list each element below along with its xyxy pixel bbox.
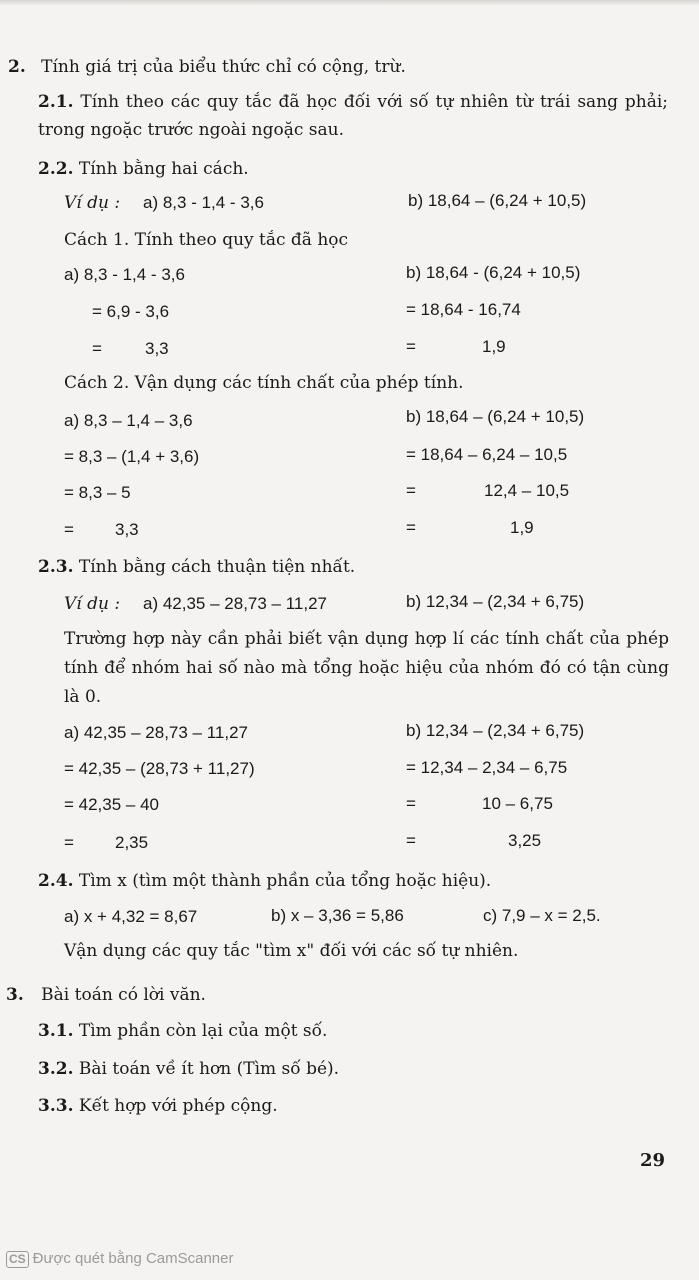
section-title: Tính giá trị của biểu thức chỉ có cộng, trừ. <box>41 57 406 77</box>
example-b: b) 18,64 – (6,24 + 10,5) <box>408 191 587 210</box>
example-2-a: a) 42,35 – 28,73 – 11,27 <box>143 594 328 613</box>
case-a-line-1: a) 42,35 – 28,73 – 11,27 <box>64 723 249 742</box>
subsection-number: 3.2. <box>38 1059 74 1079</box>
method-2-b-eq-2: = <box>406 518 416 537</box>
example-a: a) 8,3 - 1,4 - 3,6 <box>143 193 264 212</box>
example-2-b: b) 12,34 – (2,34 + 6,75) <box>406 592 585 611</box>
method-1-a-line-2: = 6,9 - 3,6 <box>92 302 170 321</box>
example-2-label: Ví dụ : <box>64 594 121 614</box>
page-top-edge <box>0 0 699 6</box>
case-b-line-3: 10 – 6,75 <box>482 794 553 813</box>
method-2-title: Cách 2. Vận dụng các tính chất của phép tính. <box>64 373 464 393</box>
section-number: 3. <box>6 985 24 1005</box>
subsection-title: Tính bằng cách thuận tiện nhất. <box>78 557 356 577</box>
method-1-a-eq: = <box>92 339 102 358</box>
page-number: 29 <box>640 1150 666 1171</box>
subsection-number: 3.1. <box>38 1021 74 1041</box>
method-2-b-line-2: = 18,64 – 6,24 – 10,5 <box>406 445 568 464</box>
subsection-title: Bài toán về ít hơn (Tìm số bé). <box>78 1059 340 1079</box>
example-label: Ví dụ : <box>64 193 121 213</box>
method-2-b-line-3: 12,4 – 10,5 <box>484 481 570 500</box>
method-1-b-line-2: = 18,64 - 16,74 <box>406 300 521 319</box>
subsection-text: Tính theo các quy tắc đã học đối với số tự nhiên từ trái sang phải; trong ngoặc trước ngoài ngoặc sau. <box>38 92 669 140</box>
section-3-heading <box>6 984 206 1006</box>
method-1-b-eq: = <box>406 337 416 356</box>
subsection-2-2 <box>38 158 249 180</box>
method-1-b-result: 1,9 <box>482 337 506 356</box>
subsection-3-3 <box>38 1095 278 1117</box>
method-2-b-eq: = <box>406 481 416 500</box>
method-1-title: Cách 1. Tính theo quy tắc đã học <box>64 230 349 250</box>
method-1-b-line-1: b) 18,64 - (6,24 + 10,5) <box>406 263 581 282</box>
subsection-number: 2.2. <box>38 159 74 179</box>
subsection-2-4 <box>38 870 491 892</box>
subsection-3-1 <box>38 1020 327 1042</box>
subsection-number: 3.3. <box>38 1096 74 1116</box>
case-a-line-3: = 42,35 – 40 <box>64 795 160 814</box>
case-a-line-2: = 42,35 – (28,73 + 11,27) <box>64 759 255 778</box>
watermark-text: Được quét bằng CamScanner <box>32 1250 234 1267</box>
method-2-a-line-3: = 8,3 – 5 <box>64 483 131 502</box>
subsection-number: 2.4. <box>38 871 74 891</box>
subsection-2-3 <box>38 556 355 578</box>
find-x-b: b) x – 3,36 = 5,86 <box>271 906 404 925</box>
case-b-line-2: = 12,34 – 2,34 – 6,75 <box>406 758 568 777</box>
case-b-result: 3,25 <box>508 831 542 850</box>
method-1-a-result: 3,3 <box>145 339 169 358</box>
subsection-number: 2.1. <box>38 92 74 112</box>
case-a-result: 2,35 <box>115 833 149 852</box>
subsection-3-2 <box>38 1058 339 1080</box>
find-x-note: Vận dụng các quy tắc "tìm x" đối với các số tự nhiên. <box>64 941 519 961</box>
method-2-a-eq: = <box>64 520 74 539</box>
camscanner-logo-icon: CS <box>6 1251 29 1268</box>
method-2-a-result: 3,3 <box>115 520 139 539</box>
method-2-b-line-1: b) 18,64 – (6,24 + 10,5) <box>406 407 585 426</box>
find-x-a: a) x + 4,32 = 8,67 <box>64 907 198 926</box>
subsection-title: Tìm x (tìm một thành phần của tổng hoặc hiệu). <box>78 871 492 891</box>
camscanner-watermark <box>6 1250 234 1268</box>
case-b-eq-2: = <box>406 831 416 850</box>
method-1-a-line-1: a) 8,3 - 1,4 - 3,6 <box>64 265 185 284</box>
case-b-eq: = <box>406 794 416 813</box>
case-b-line-1: b) 12,34 – (2,34 + 6,75) <box>406 721 585 740</box>
method-2-a-line-1: a) 8,3 – 1,4 – 3,6 <box>64 411 193 430</box>
method-2-b-result: 1,9 <box>510 518 534 537</box>
section-title: Bài toán có lời văn. <box>41 985 206 1005</box>
find-x-c: c) 7,9 – x = 2,5. <box>483 906 601 925</box>
subsection-number: 2.3. <box>38 557 74 577</box>
subsection-2-1 <box>38 88 668 144</box>
subsection-title: Kết hợp với phép cộng. <box>78 1096 278 1116</box>
section-2-heading <box>8 56 406 78</box>
subsection-title: Tìm phần còn lại của một số. <box>78 1021 328 1041</box>
section-number: 2. <box>8 57 26 77</box>
case-a-eq: = <box>64 833 74 852</box>
subsection-title: Tính bằng hai cách. <box>78 159 249 179</box>
subsection-2-3-text: Trường hợp này cần phải biết vận dụng hợp lí các tính chất của phép tính để nhóm hai số nào mà tổng hoặc hiệu của nhóm đó có tận cùng là 0. <box>64 629 669 707</box>
method-2-a-line-2: = 8,3 – (1,4 + 3,6) <box>64 447 200 466</box>
